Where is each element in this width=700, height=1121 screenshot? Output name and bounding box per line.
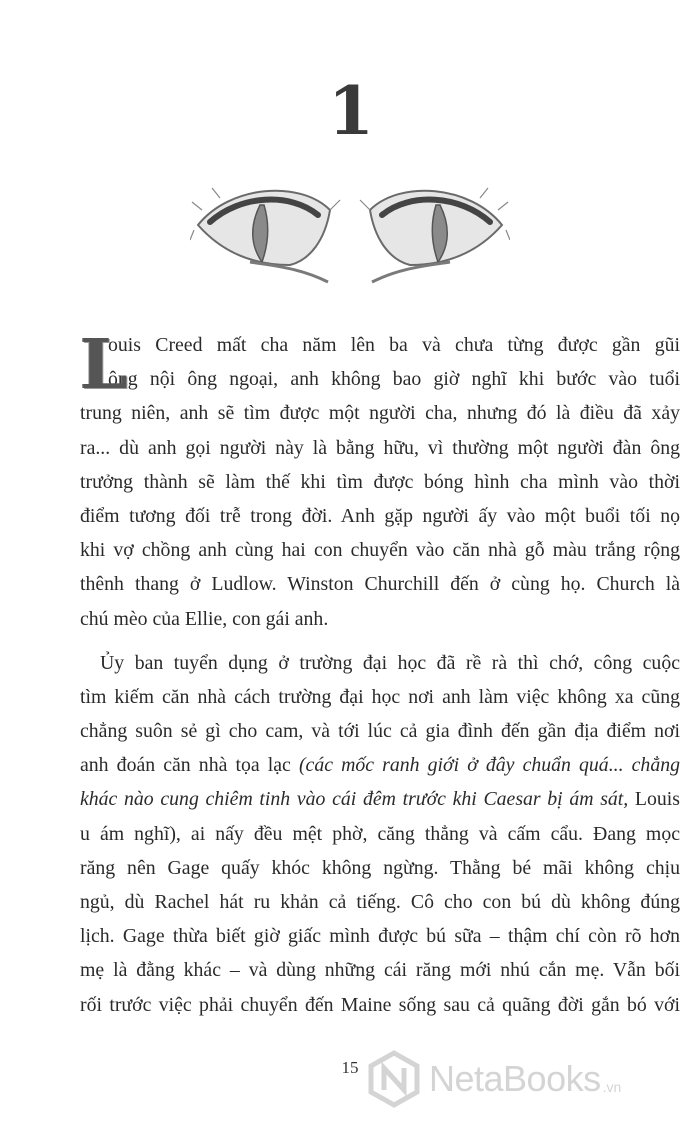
watermark-suffix: .vn <box>602 1079 622 1095</box>
text-line: trưởng thành sẽ làm thế khi tìm được bóng hình cha mình vào thời <box>80 470 680 493</box>
text-line: thênh thang ở Ludlow. Winston Churchill đến ở cùng họ. Church là <box>80 573 680 596</box>
text-line: u ám nghĩ), ai nấy đều mệt phờ, căng thẳng và cấm cẩu. Đang mọc <box>80 822 680 845</box>
text-line: ông nội ông ngoại, anh không bao giờ nghĩ khi bước vào tuổi <box>108 368 680 391</box>
text-line: trung niên, anh sẽ tìm được một người cha, nhưng đó là điều đã xảy <box>80 402 680 425</box>
text-line: răng nên Gage quấy khóc không ngừng. Thằng bé mãi không chịu <box>80 856 680 879</box>
text-line: ouis Creed mất cha năm lên ba và chưa từng được gần gũi <box>108 334 680 356</box>
cat-eyes-illustration <box>190 170 510 295</box>
text-line: tìm kiếm căn nhà cách trường đại học nơi anh làm việc không xa cũng <box>80 685 680 708</box>
text-line: Ủy ban tuyển dụng ở trường đại học đã rề rà thì chớ, công cuộc <box>100 651 680 674</box>
text-line: ra... dù anh gọi người này là bằng hữu, vì thường một người đàn ông <box>80 436 680 459</box>
paragraph-2 <box>80 646 680 1022</box>
chapter-number: 1 <box>328 72 372 150</box>
right-eye <box>360 188 510 282</box>
text-line: lịch. Gage thừa biết giờ giấc mình được bú sữa – thậm chí còn rõ hơn <box>80 925 680 948</box>
watermark <box>365 1046 695 1112</box>
italic-segment: khác nào cung chiêm tinh vào cái đêm trước khi Caesar bị ám sát, <box>80 788 629 811</box>
text-line: ngủ, dù Rachel hát ru khản cả tiếng. Cô cho con bú dù không đúng <box>80 891 680 913</box>
text-line: điểm tương đối trễ trong đời. Anh gặp người ấy vào một buổi tối nọ <box>80 504 680 527</box>
text-segment: anh đoán căn nhà tọa lạc <box>80 754 299 777</box>
drop-cap: L <box>80 325 128 405</box>
watermark-brand: NetaBooks <box>429 1058 601 1099</box>
text-line <box>80 748 680 782</box>
text-line: rối trước việc phải chuyển đến Maine sống sau cả quãng đời gắn bó với <box>80 993 680 1016</box>
text-segment: Louis <box>628 788 680 811</box>
left-eye <box>190 188 340 282</box>
netabooks-logo-icon <box>365 1050 423 1108</box>
body-text <box>80 325 680 1022</box>
page-number: 15 <box>341 1058 359 1077</box>
text-line: mẹ là đằng khác – và dùng những cái răng mới nhú cắn mẹ. Vẫn bối <box>80 959 680 982</box>
text-line <box>80 782 680 816</box>
text-line: chẳng suôn sẻ gì cho cam, và tới lúc cả gia đình đến gần địa điểm nơi <box>80 720 680 743</box>
text-line: khi vợ chồng anh cùng hai con chuyển vào căn nhà gỗ màu trắng rộng <box>80 539 680 562</box>
text-line: chú mèo của Ellie, con gái anh. <box>80 607 329 630</box>
italic-segment: (các mốc ranh giới ở đây chuẩn quá... chẳng <box>298 754 680 777</box>
paragraph-1 <box>80 325 680 636</box>
